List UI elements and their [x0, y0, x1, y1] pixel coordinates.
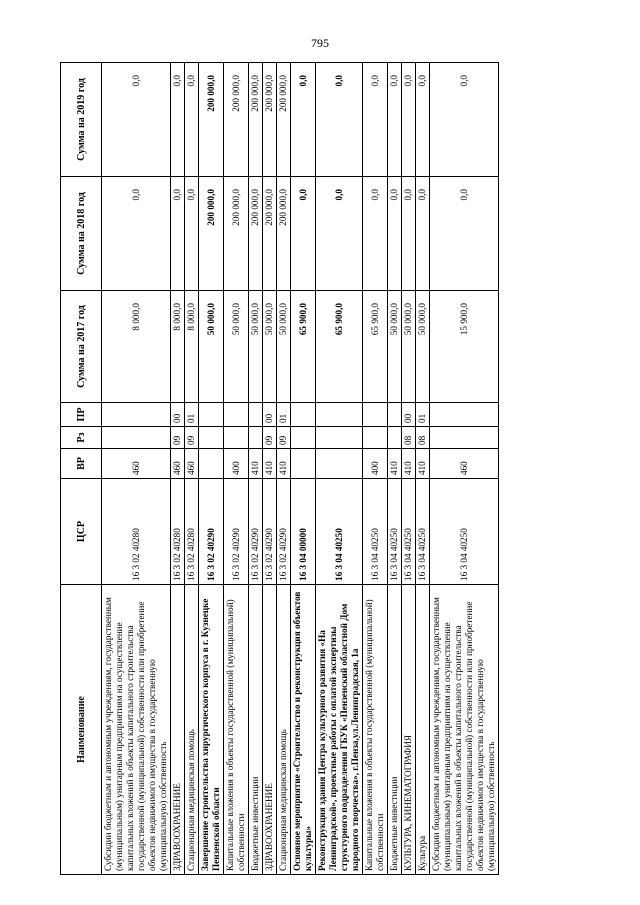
- row-pr: 00: [263, 403, 277, 427]
- row-sum-2018: 200 000,0: [249, 177, 263, 291]
- row-sum-2018: 200 000,0: [224, 177, 249, 291]
- row-name: Бюджетные инвестиции: [249, 585, 263, 875]
- row-csr: 16 3 04 40250: [316, 479, 363, 585]
- row-name: Основное мероприятие «Строительство и реконструкция объектов культуры»: [291, 585, 316, 875]
- table-row: [388, 63, 402, 875]
- row-name: Реконструкция здания Центра культурного развития «На Ленинградской», проектные работы с оплатой экспертизы структурного подразделения ГБУК «Пензенский областной Дом народного творчества», г.Пенза,ул.Ленинградская, 1а: [316, 585, 363, 875]
- row-vr: [199, 449, 224, 479]
- row-rz: [199, 427, 224, 449]
- row-csr: 16 3 04 40250: [430, 479, 499, 585]
- row-pr: 01: [416, 403, 430, 427]
- row-vr: 460: [185, 449, 199, 479]
- row-vr: 410: [416, 449, 430, 479]
- row-rz: [388, 427, 402, 449]
- row-csr: 16 3 04 40250: [388, 479, 402, 585]
- row-sum-2018: 0,0: [416, 177, 430, 291]
- row-sum-2019: 200 000,0: [263, 63, 277, 177]
- row-sum-2018: 200 000,0: [277, 177, 291, 291]
- row-vr: 410: [249, 449, 263, 479]
- row-name: Стационарная медицинская помощь: [185, 585, 199, 875]
- row-csr: 16 3 02 40290: [277, 479, 291, 585]
- row-sum-2019: 200 000,0: [249, 63, 263, 177]
- row-rz: 08: [402, 427, 416, 449]
- row-csr: 16 3 02 40280: [102, 479, 171, 585]
- row-rz: [249, 427, 263, 449]
- table-row: [224, 63, 249, 875]
- row-sum-2019: 0,0: [363, 63, 388, 177]
- row-sum-2017: 65 900,0: [363, 291, 388, 403]
- row-rz: [102, 427, 171, 449]
- row-sum-2017: 8 000,0: [102, 291, 171, 403]
- table-row: [416, 63, 430, 875]
- table-row: [402, 63, 416, 875]
- row-sum-2017: 8 000,0: [185, 291, 199, 403]
- row-pr: [291, 403, 316, 427]
- row-rz: [430, 427, 499, 449]
- row-name: Субсидии бюджетным и автономным учреждениям, государственным (муниципальным) унитарным предприятиям на осуществление капитальных вложений в объекты капитального строительства государственной (муниципальной) собственности или приобретение объектов недвижимого имущества в государственную (муниципальную) собственность: [102, 585, 171, 875]
- row-csr: 16 3 04 40250: [416, 479, 430, 585]
- row-vr: 410: [277, 449, 291, 479]
- row-sum-2018: 0,0: [363, 177, 388, 291]
- row-sum-2019: 0,0: [171, 63, 185, 177]
- row-vr: 410: [388, 449, 402, 479]
- row-rz: 09: [171, 427, 185, 449]
- row-sum-2019: 200 000,0: [277, 63, 291, 177]
- row-pr: 01: [185, 403, 199, 427]
- row-pr: [316, 403, 363, 427]
- row-sum-2017: 50 000,0: [402, 291, 416, 403]
- row-pr: [249, 403, 263, 427]
- header-name: Наименование: [61, 585, 102, 875]
- row-sum-2019: 0,0: [102, 63, 171, 177]
- row-sum-2017: 65 900,0: [291, 291, 316, 403]
- row-sum-2018: 0,0: [402, 177, 416, 291]
- row-vr: 410: [402, 449, 416, 479]
- row-sum-2019: 0,0: [388, 63, 402, 177]
- row-vr: 460: [171, 449, 185, 479]
- header-pr: ПР: [61, 403, 102, 427]
- row-sum-2017: 50 000,0: [388, 291, 402, 403]
- row-vr: [291, 449, 316, 479]
- row-sum-2017: 50 000,0: [277, 291, 291, 403]
- row-rz: [291, 427, 316, 449]
- header-vr: ВР: [61, 449, 102, 479]
- row-sum-2018: 0,0: [291, 177, 316, 291]
- header-sum-2017: Сумма на 2017 год: [61, 291, 102, 403]
- row-name: Культура: [416, 585, 430, 875]
- row-rz: [363, 427, 388, 449]
- table-row: [316, 63, 363, 875]
- row-sum-2017: 8 000,0: [171, 291, 185, 403]
- row-csr: 16 3 04 40250: [402, 479, 416, 585]
- budget-table: [60, 62, 499, 875]
- row-rz: 09: [263, 427, 277, 449]
- row-pr: [430, 403, 499, 427]
- row-sum-2017: 50 000,0: [249, 291, 263, 403]
- row-sum-2019: 0,0: [185, 63, 199, 177]
- table-row: [171, 63, 185, 875]
- row-pr: [363, 403, 388, 427]
- header-csr: ЦСР: [61, 479, 102, 585]
- row-csr: 16 3 04 40250: [363, 479, 388, 585]
- row-csr: 16 3 04 00000: [291, 479, 316, 585]
- row-csr: 16 3 02 40280: [171, 479, 185, 585]
- row-pr: 00: [171, 403, 185, 427]
- row-name: Стационарная медицинская помощь: [277, 585, 291, 875]
- row-sum-2017: 65 900,0: [316, 291, 363, 403]
- page-number: 795: [311, 36, 329, 50]
- table-row: [277, 63, 291, 875]
- table-row: [291, 63, 316, 875]
- row-csr: 16 3 02 40290: [249, 479, 263, 585]
- table-row: [249, 63, 263, 875]
- row-name: Капитальные вложения в объекты государственной (муниципальной) собственности: [224, 585, 249, 875]
- row-rz: [316, 427, 363, 449]
- row-sum-2018: 0,0: [185, 177, 199, 291]
- row-sum-2019: 0,0: [291, 63, 316, 177]
- row-sum-2018: 0,0: [102, 177, 171, 291]
- table-row: [363, 63, 388, 875]
- row-rz: 09: [185, 427, 199, 449]
- row-sum-2019: 0,0: [316, 63, 363, 177]
- row-sum-2018: 0,0: [316, 177, 363, 291]
- row-sum-2018: 200 000,0: [263, 177, 277, 291]
- row-name: КУЛЬТУРА, КИНЕМАТОГРАФИЯ: [402, 585, 416, 875]
- row-rz: [224, 427, 249, 449]
- row-name: Капитальные вложения в объекты государственной (муниципальной) собственности: [363, 585, 388, 875]
- row-csr: 16 3 02 40280: [185, 479, 199, 585]
- rotated-page-area: [60, 63, 580, 875]
- row-sum-2019: 0,0: [416, 63, 430, 177]
- row-vr: [316, 449, 363, 479]
- row-name: Бюджетные инвестиции: [388, 585, 402, 875]
- table-row: [185, 63, 199, 875]
- row-sum-2017: 50 000,0: [416, 291, 430, 403]
- table-row: [102, 63, 171, 875]
- rotated-table-container: [60, 63, 580, 875]
- row-sum-2018: 0,0: [388, 177, 402, 291]
- row-name: ЗДРАВООХРАНЕНИЕ: [171, 585, 185, 875]
- row-sum-2017: 50 000,0: [199, 291, 224, 403]
- row-vr: 400: [224, 449, 249, 479]
- row-pr: 00: [402, 403, 416, 427]
- row-sum-2018: 200 000,0: [199, 177, 224, 291]
- table-header-row: [61, 63, 102, 875]
- row-sum-2018: 0,0: [171, 177, 185, 291]
- row-pr: [224, 403, 249, 427]
- table-row: [263, 63, 277, 875]
- header-sum-2018: Сумма на 2018 год: [61, 177, 102, 291]
- row-pr: [388, 403, 402, 427]
- row-vr: 460: [430, 449, 499, 479]
- row-pr: 01: [277, 403, 291, 427]
- header-rz: Рз: [61, 427, 102, 449]
- row-name: Завершение строительства хирургического корпуса в г. Кузнецке Пензенской области: [199, 585, 224, 875]
- row-vr: 460: [102, 449, 171, 479]
- row-pr: [199, 403, 224, 427]
- row-sum-2018: 0,0: [430, 177, 499, 291]
- table-row: [199, 63, 224, 875]
- row-rz: 08: [416, 427, 430, 449]
- row-sum-2019: 200 000,0: [199, 63, 224, 177]
- row-sum-2017: 50 000,0: [224, 291, 249, 403]
- table-body: [102, 63, 499, 875]
- row-sum-2017: 50 000,0: [263, 291, 277, 403]
- row-pr: [102, 403, 171, 427]
- row-csr: 16 3 02 40290: [224, 479, 249, 585]
- row-csr: 16 3 02 40290: [199, 479, 224, 585]
- row-name: Субсидии бюджетным и автономным учреждениям, государственным (муниципальным) унитарным предприятиям на осуществление капитальных вложений в объекты капитального строительства государственной (муниципальной) собственности или приобретение объектов недвижимого имущества в государственную (муниципальную) собственность: [430, 585, 499, 875]
- row-rz: 09: [277, 427, 291, 449]
- row-sum-2017: 15 900,0: [430, 291, 499, 403]
- table-row: [430, 63, 499, 875]
- row-sum-2019: 200 000,0: [224, 63, 249, 177]
- row-sum-2019: 0,0: [430, 63, 499, 177]
- row-sum-2019: 0,0: [402, 63, 416, 177]
- row-name: ЗДРАВООХРАНЕНИЕ: [263, 585, 277, 875]
- header-sum-2019: Сумма на 2019 год: [61, 63, 102, 177]
- row-vr: 410: [263, 449, 277, 479]
- row-vr: 400: [363, 449, 388, 479]
- row-csr: 16 3 02 40290: [263, 479, 277, 585]
